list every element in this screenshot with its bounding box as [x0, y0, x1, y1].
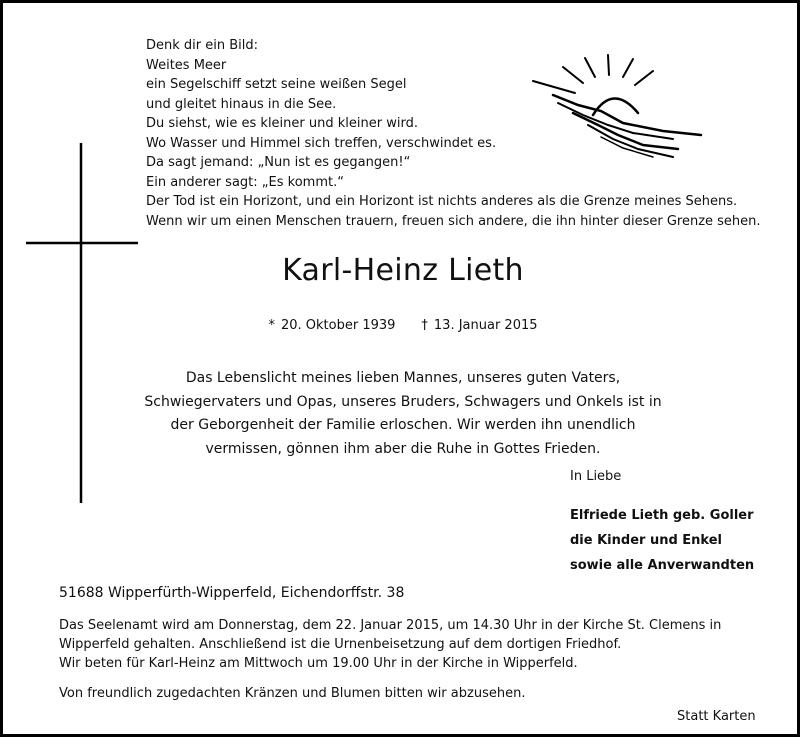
poem-line: Du siehst, wie es kleiner und kleiner wird.: [146, 116, 418, 131]
poem-line: ein Segelschiff setzt seine weißen Segel: [146, 77, 407, 92]
address: 51688 Wipperfürth-Wipperfeld, Eichendorffstr. 38: [59, 585, 405, 601]
mourner-line: die Kinder und Enkel: [570, 533, 722, 548]
death-date: 13. Januar 2015: [433, 318, 538, 333]
service-info: [59, 616, 721, 673]
birth-date: 20. Oktober 1939: [280, 318, 396, 333]
service-line: Wir beten für Karl-Heinz am Mittwoch um 19.00 Uhr in der Kirche in Wipperfeld.: [59, 656, 578, 671]
mourners: [570, 503, 754, 578]
announcement-line: Schwiegervaters und Opas, unseres Bruders, Schwagers und Onkels ist in: [144, 393, 662, 410]
mourner-line: Elfriede Lieth geb. Goller: [570, 508, 754, 523]
announcement-line: vermissen, gönnen ihm aber die Ruhe in Gottes Frieden.: [205, 440, 601, 457]
mourner-line: sowie alle Anverwandten: [570, 558, 755, 573]
poem-line: Wo Wasser und Himmel sich treffen, verschwindet es.: [146, 135, 497, 151]
poem-line: Der Tod ist ein Horizont, und ein Horizont ist nichts anderes als die Grenze meines Sehens.: [146, 194, 738, 209]
poem-line: Denk dir ein Bild:: [146, 38, 259, 53]
poem-line: Wenn wir um einen Menschen trauern, freuen sich andere, die ihn hinter dieser Grenze sehen.: [146, 213, 761, 229]
birth-symbol: *: [268, 318, 275, 333]
statt-karten: Statt Karten: [677, 709, 756, 724]
life-dates: [3, 318, 800, 333]
death-symbol: †: [421, 318, 428, 333]
deceased-name: Karl-Heinz Lieth: [282, 253, 524, 288]
poem-line: Da sagt jemand: „Nun ist es gegangen!“: [146, 155, 411, 170]
poem-line: und gleitet hinaus in die See.: [146, 96, 337, 112]
announcement-line: Das Lebenslicht meines lieben Mannes, unseres guten Vaters,: [185, 370, 621, 386]
service-line: Wipperfeld gehalten. Anschließend ist die Urnenbeisetzung auf dem dortigen Friedhof.: [59, 637, 622, 652]
flowers-note: Von freundlich zugedachten Kränzen und Blumen bitten wir abzusehen.: [59, 686, 526, 701]
announcement: [123, 367, 683, 461]
in-liebe-label: In Liebe: [570, 469, 622, 484]
service-line: Das Seelenamt wird am Donnerstag, dem 22. Januar 2015, um 14.30 Uhr in der Kirche St. Clemens in: [59, 618, 722, 633]
sunset-icon: [523, 53, 703, 163]
announcement-line: der Geborgenheit der Familie erloschen. Wir werden ihn unendlich: [170, 417, 636, 433]
poem-line: Weites Meer: [146, 57, 227, 73]
poem-line: Ein anderer sagt: „Es kommt.“: [146, 174, 344, 190]
